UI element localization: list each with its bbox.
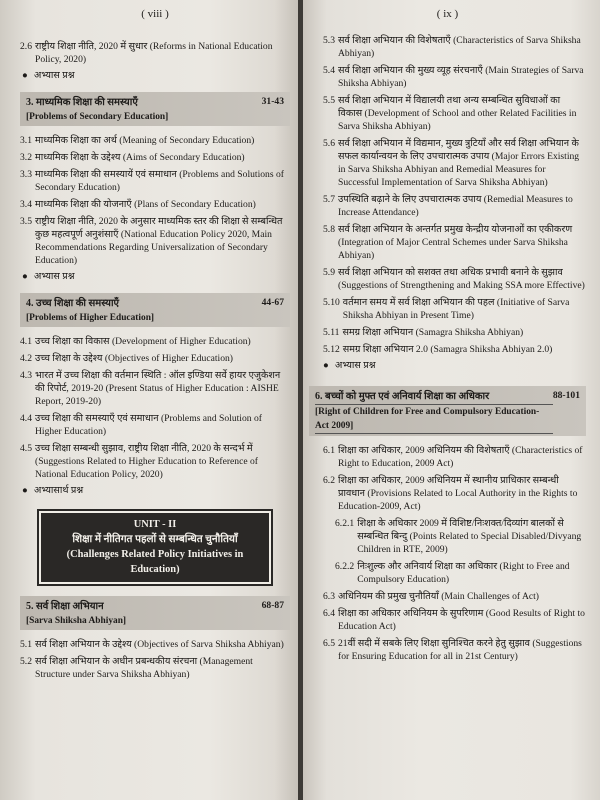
chapter-4-header: [20, 293, 290, 327]
toc-entry: 5.6 सर्व शिक्षा अभियान में विद्यमान, मुख्य त्रुटियाँ और सर्व शिक्षा अभियान के सफल कार्यान्वयन के लिए उपचारात्मक उपाय (Major Errors Existing in Sarva Shiksha Abhiyan and Remedial Measures for Successful Implementation of Sarva Shiksha Abhiyan): [323, 138, 580, 188]
page-range: 44-67: [261, 297, 284, 308]
exercise-bullet: ● अभ्यासार्थ प्रश्न: [22, 485, 84, 496]
toc-entry: 5.5 सर्व शिक्षा अभियान में विद्यालयी तथा अन्य सम्बन्धित सुविधाओं का विकास (Development of School and other Related Facilities in Sarva Shiksha Abhiyan): [323, 95, 577, 132]
toc-entry: 6.2.2 निःशुल्क और अनिवार्य शिक्षा का अधिकार (Right to Free and Compulsory Education): [335, 561, 570, 585]
unit-number: UNIT - II: [133, 519, 177, 530]
unit-title-english: (Challenges Related Policy Initiatives in Education): [66, 549, 244, 575]
toc-entry: 5.8 सर्व शिक्षा अभियान के अन्तर्गत प्रमुख केन्द्रीय योजनाओं का एकीकरण (Integration of Major Central Schemes under Sarva Shiksha Abhiyan): [323, 224, 573, 261]
toc-entry: 6.5 21वीं सदी में सबके लिए शिक्षा सुनिश्चित करने हेतु सुझाव (Suggestions for Ensuring Education for all in 21st Century): [323, 638, 582, 662]
page-range: 68-87: [261, 600, 284, 611]
toc-entry: 4.3 भारत में उच्च शिक्षा की वर्तमान स्थिति : ऑल इण्डिया सर्वे हायर एजुकेशन की रिपोर्ट, 2019-20 (Present Status of Higher Education : AISHE Report, 2019-20): [20, 370, 281, 407]
page-number-right: ( ix ): [436, 8, 459, 20]
chapter-3-header: [20, 92, 290, 126]
toc-entry: 5.3 सर्व शिक्षा अभियान की विशेषताएँ (Characteristics of Sarva Shiksha Abhiyan): [323, 35, 581, 59]
toc-entry: 5.9 सर्व शिक्षा अभियान को सशक्त तथा अधिक प्रभावी बनाने के सुझाव (Suggestions of Strengthening and Making SSA more Effective): [323, 267, 585, 291]
chapter-5-header: [20, 596, 290, 630]
toc-entry: 2.6 राष्ट्रीय शिक्षा नीति, 2020 में सुधार (Reforms in National Education Policy, 2020): [20, 41, 273, 65]
unit-title-hindi: शिक्षा में नीतिगत पहलों से सम्बन्धित चुनौतियाँ: [72, 534, 238, 545]
toc-entry: 3.2 माध्यमिक शिक्षा के उद्देश्य (Aims of Secondary Education): [20, 152, 245, 163]
toc-entry: 3.1 माध्यमिक शिक्षा का अर्थ (Meaning of Secondary Education): [20, 135, 255, 146]
toc-entry: 6.1 शिक्षा का अधिकार, 2009 अधिनियम की विशेषताएँ (Characteristics of Right to Education, 2009 Act): [323, 445, 583, 469]
chapter-title: 6. बच्चों को मुफ्त एवं अनिवार्य शिक्षा का अधिकार: [315, 391, 490, 402]
chapter-subtitle: [Right of Children for Free and Compulsory Education-Act 2009]: [315, 404, 553, 434]
toc-entry: 5.2 सर्व शिक्षा अभियान के अधीन प्रबन्धकीय संरचना (Management Structure under Sarva Shiksha Abhiyan): [20, 656, 253, 680]
chapter-title: 3. माध्यमिक शिक्षा की समस्याएँ: [26, 97, 138, 108]
toc-entry: 4.5 उच्च शिक्षा सम्बन्धी सुझाव, राष्ट्रीय शिक्षा नीति, 2020 के सन्दर्भ में (Suggestions Related to Higher Education to Reference of National Education Policy, 2020): [20, 443, 258, 480]
page-range: 31-43: [261, 96, 284, 107]
toc-entry: 5.1 सर्व शिक्षा अभियान के उद्देश्य (Objectives of Sarva Shiksha Abhiyan): [20, 639, 284, 650]
toc-entry: 6.2.1 शिक्षा के अधिकार 2009 में विशिष्ट/निःशक्त/दिव्यांग बालकों से सम्बन्धित बिन्दु (Points Related to Special Disabled/Divyang Children in RTE, 2009): [335, 518, 582, 555]
exercise-bullet: ● अभ्यास प्रश्न: [22, 70, 75, 81]
chapter-title: 4. उच्च शिक्षा की समस्याएँ: [26, 298, 120, 309]
toc-entry: 3.5 राष्ट्रीय शिक्षा नीति, 2020 के अनुसार माध्यमिक स्तर की शिक्षा से सम्बन्धित कुछ महत्वपूर्ण अनुशंसाएँ (National Education Policy 2020, Main Recommendations Regarding Universalization of Secondary Education): [20, 216, 283, 266]
chapter-subtitle: [Problems of Secondary Education]: [26, 112, 169, 122]
toc-entry: 6.2 शिक्षा का अधिकार, 2009 अधिनियम में स्थानीय प्राधिकार सम्बन्धी प्रावधान (Provisions Related to Local Authority in the Rights to Education-2009, Act): [323, 475, 578, 512]
toc-entry: 4.4 उच्च शिक्षा की समस्याएँ एवं समाधान (Problems and Solution of Higher Education): [20, 413, 262, 437]
toc-entry: 3.4 माध्यमिक शिक्षा की योजनाएँ (Plans of Secondary Education): [20, 199, 256, 210]
right-page: [303, 0, 600, 800]
page-number-left: ( viii ): [141, 8, 169, 20]
toc-entry: 5.11 समग्र शिक्षा अभियान (Samagra Shiksha Abhiyan): [323, 327, 524, 338]
toc-entry: 5.12 समग्र शिक्षा अभियान 2.0 (Samagra Shiksha Abhiyan 2.0): [323, 344, 553, 355]
toc-entry: 5.7 उपस्थिति बढ़ाने के लिए उपचारात्मक उपाय (Remedial Measures to Increase Attendance): [323, 194, 573, 218]
toc-entry: 4.2 उच्च शिक्षा के उद्देश्य (Objectives of Higher Education): [20, 353, 233, 364]
toc-entry: 3.3 माध्यमिक शिक्षा की समस्यायें एवं समाधान (Problems and Solutions of Secondary Education): [20, 169, 284, 193]
exercise-bullet: ● अभ्यास प्रश्न: [22, 271, 75, 282]
toc-entry: 6.4 शिक्षा का अधिकार अधिनियम के सुपरिणाम (Good Results of Right to Education Act): [323, 608, 585, 632]
chapter-subtitle: [Problems of Higher Education]: [26, 313, 155, 323]
toc-entry: 5.4 सर्व शिक्षा अभियान की मुख्य व्यूह संरचनाएँ (Main Strategies of Sarva Shiksha Abhiyan): [323, 65, 584, 89]
toc-entry: 4.1 उच्च शिक्षा का विकास (Development of Higher Education): [20, 336, 251, 347]
chapter-6-header: [309, 386, 586, 436]
left-page: [0, 0, 298, 800]
toc-entry: 5.10 वर्तमान समय में सर्व शिक्षा अभियान की पहल (Initiative of Sarva Shiksha Abhiyan in Present Time): [323, 297, 570, 321]
unit-heading-box: [39, 511, 271, 584]
chapter-title: 5. सर्व शिक्षा अभियान: [26, 601, 104, 612]
exercise-bullet: ● अभ्यास प्रश्न: [323, 360, 376, 371]
chapter-subtitle: [Sarva Shiksha Abhiyan]: [26, 616, 127, 626]
toc-entry: 6.3 अधिनियम की प्रमुख चुनौतियाँ (Main Challenges of Act): [323, 591, 539, 602]
page-range: 88-101: [552, 390, 580, 401]
